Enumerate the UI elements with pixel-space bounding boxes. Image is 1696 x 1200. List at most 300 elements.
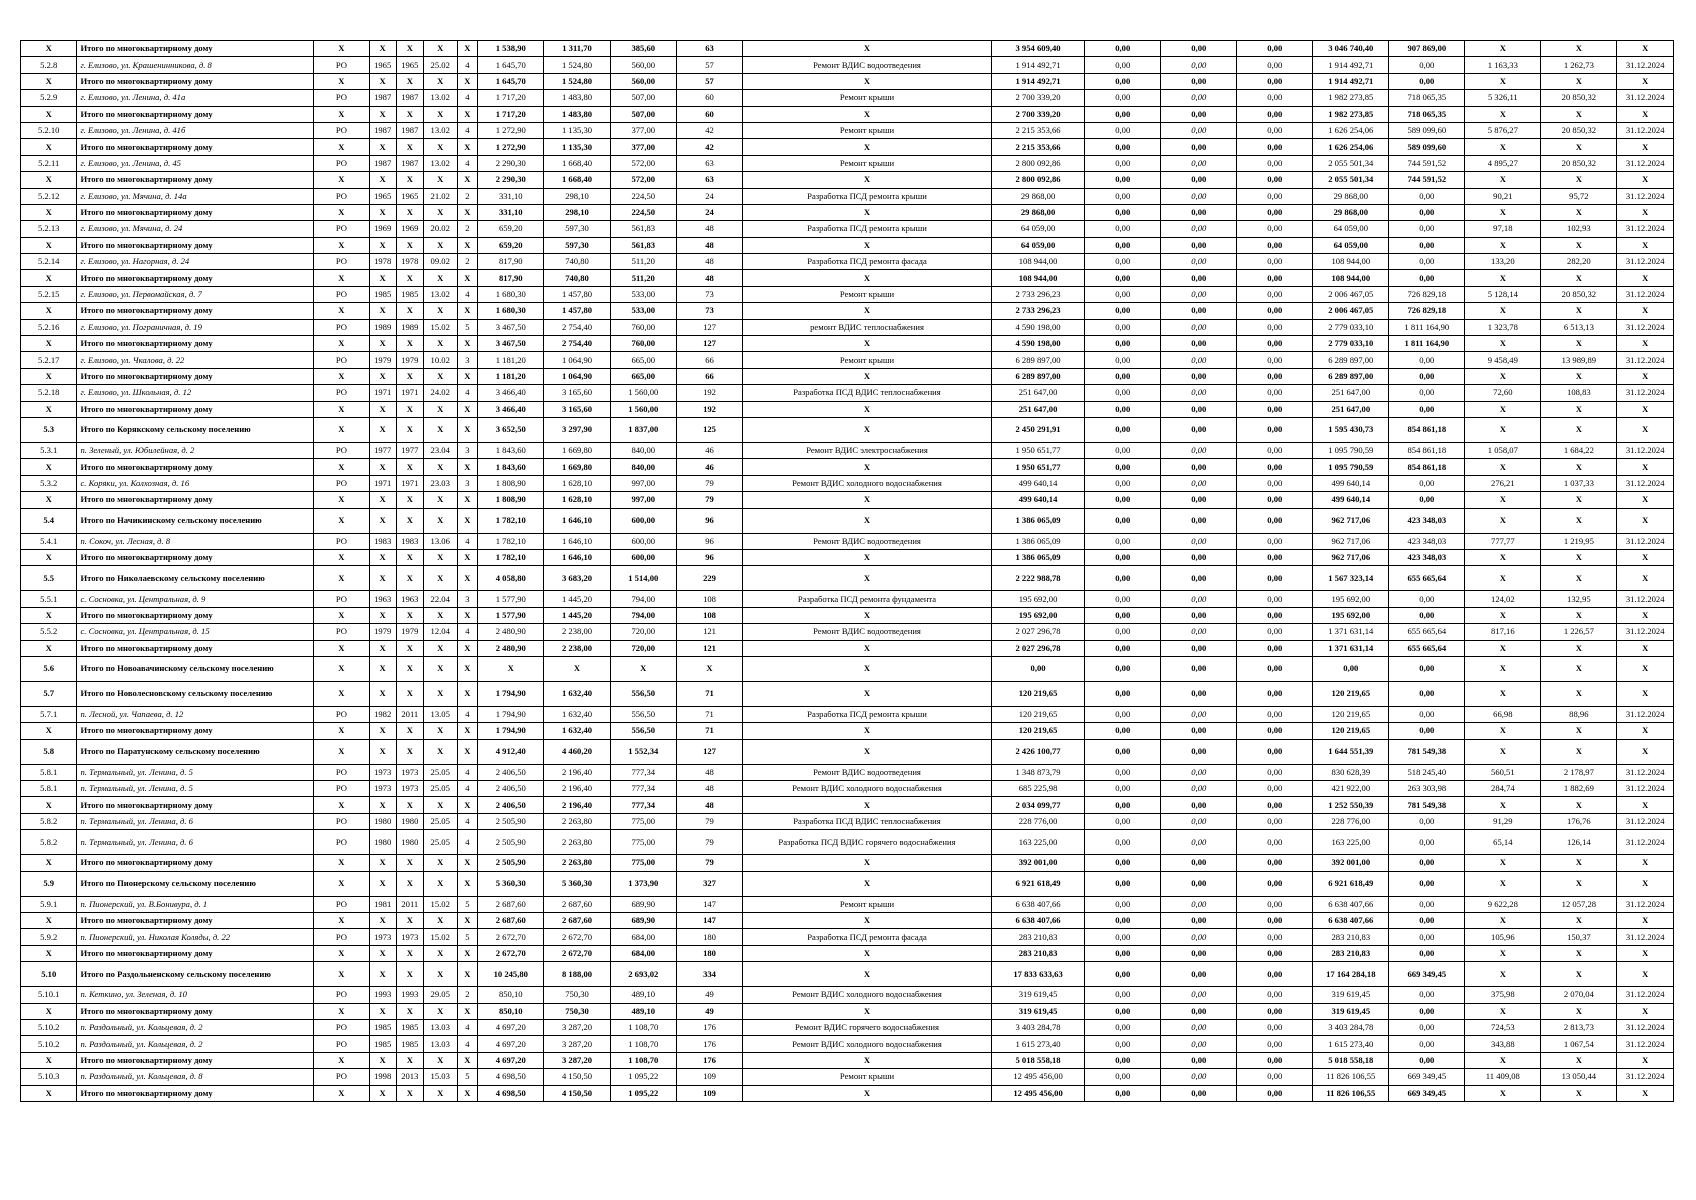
- cell-roof-area: 1 373,90: [610, 871, 676, 896]
- cell-unit-cost: 724,53: [1465, 1019, 1541, 1035]
- cell-unit-cost: 1 058,07: [1465, 442, 1541, 458]
- cell-living-area: 1 632,40: [544, 681, 610, 706]
- cell-roof-area: 572,00: [610, 155, 676, 171]
- cell-owner-funds: 2 779 033,10: [1313, 336, 1389, 352]
- cell-living-area: 1 669,80: [544, 442, 610, 458]
- cell-address-or-total: п. Термальный, ул. Ленина, д. 5: [77, 764, 314, 780]
- cell-living-area: 1 064,90: [544, 368, 610, 384]
- cell-federal-funds: 0,00: [1085, 442, 1161, 458]
- cell-wall-material-code: X: [423, 962, 457, 987]
- cell-roof-area: 1 108,70: [610, 1052, 676, 1068]
- cell-reconstruction-year: X: [396, 855, 423, 871]
- cell-municipal-funds: 0,00: [1237, 723, 1313, 739]
- total-row: [21, 139, 1674, 155]
- cell-address-or-total: Итого по многоквартирному дому: [77, 1052, 314, 1068]
- cell-floors: X: [457, 237, 478, 253]
- cell-living-area: 2 196,40: [544, 781, 610, 797]
- cell-municipal-funds: 0,00: [1237, 122, 1313, 138]
- cell-ownership-type: X: [314, 303, 369, 319]
- cell-municipal-funds: 0,00: [1237, 368, 1313, 384]
- cell-municipal-funds: 0,00: [1237, 797, 1313, 813]
- cell-roof-area: 600,00: [610, 508, 676, 533]
- cell-ownership-type: X: [314, 739, 369, 764]
- cell-federal-funds: 0,00: [1085, 681, 1161, 706]
- cell-address-or-total: Итого по многоквартирному дому: [77, 459, 314, 475]
- cell-deadline: X: [1617, 368, 1674, 384]
- cell-ownership-type: РО: [314, 286, 369, 302]
- cell-regional-funds: 0,00: [1161, 352, 1237, 368]
- cell-deadline: X: [1617, 871, 1674, 896]
- cell-wall-material-code: X: [423, 73, 457, 89]
- cell-floors: X: [457, 549, 478, 565]
- cell-ownership-type: РО: [314, 57, 369, 73]
- cell-reconstruction-year: 2013: [396, 1069, 423, 1085]
- cell-total-cost: 1 386 065,09: [991, 508, 1084, 533]
- cell-regional-funds: 0,00: [1161, 188, 1237, 204]
- total-row: [21, 73, 1674, 89]
- cell-reconstruction-year: 1985: [396, 286, 423, 302]
- cell-reconstruction-year: X: [396, 656, 423, 681]
- cell-address-or-total: Итого по многоквартирному дому: [77, 855, 314, 871]
- cell-owner-funds: 283 210,83: [1313, 945, 1389, 961]
- cell-work-type: X: [743, 368, 992, 384]
- cell-total-area: 4 698,50: [478, 1085, 544, 1101]
- cell-row-number: 5.2.14: [21, 254, 77, 270]
- cell-floors: 3: [457, 442, 478, 458]
- cell-municipal-funds: 0,00: [1237, 73, 1313, 89]
- cell-federal-funds: 0,00: [1085, 987, 1161, 1003]
- cell-fund-funds: 0,00: [1389, 188, 1465, 204]
- cell-fund-funds: 0,00: [1389, 385, 1465, 401]
- cell-regional-funds: 0,00: [1161, 764, 1237, 780]
- cell-row-number: 5.5.1: [21, 591, 77, 607]
- cell-fund-funds: 0,00: [1389, 945, 1465, 961]
- table-row: [21, 781, 1674, 797]
- cell-municipal-funds: 0,00: [1237, 681, 1313, 706]
- cell-owner-funds: 1 595 430,73: [1313, 417, 1389, 442]
- cell-federal-funds: 0,00: [1085, 945, 1161, 961]
- cell-unit-cost: 90,21: [1465, 188, 1541, 204]
- cell-address-or-total: Итого по Начикинскому сельскому поселению: [77, 508, 314, 533]
- cell-roof-area: 507,00: [610, 106, 676, 122]
- cell-federal-funds: 0,00: [1085, 797, 1161, 813]
- cell-owner-funds: 1 914 492,71: [1313, 73, 1389, 89]
- cell-regional-funds: 0,00: [1161, 962, 1237, 987]
- cell-max-unit-cost: X: [1541, 549, 1617, 565]
- cell-owner-funds: 6 289 897,00: [1313, 352, 1389, 368]
- cell-ownership-type: X: [314, 640, 369, 656]
- cell-build-year: X: [369, 607, 396, 623]
- cell-wall-material-code: X: [423, 1052, 457, 1068]
- cell-floors: 4: [457, 122, 478, 138]
- cell-fund-funds: 0,00: [1389, 896, 1465, 912]
- cell-row-number: 5.3.1: [21, 442, 77, 458]
- cell-row-number: 5.2.9: [21, 90, 77, 106]
- cell-federal-funds: 0,00: [1085, 1052, 1161, 1068]
- cell-floors: 4: [457, 533, 478, 549]
- cell-row-number: X: [21, 723, 77, 739]
- cell-deadline: 31.12.2024: [1617, 188, 1674, 204]
- cell-build-year: 1985: [369, 1036, 396, 1052]
- cell-fund-funds: 744 591,52: [1389, 172, 1465, 188]
- cell-municipal-funds: 0,00: [1237, 624, 1313, 640]
- cell-regional-funds: 0,00: [1161, 681, 1237, 706]
- cell-work-type: Разработка ПСД ВДИС горячего водоснабжения: [743, 830, 992, 855]
- cell-build-year: X: [369, 855, 396, 871]
- cell-wall-material-code: X: [423, 913, 457, 929]
- cell-max-unit-cost: 95,72: [1541, 188, 1617, 204]
- cell-floors: X: [457, 566, 478, 591]
- cell-build-year: X: [369, 492, 396, 508]
- cell-owner-funds: 29 868,00: [1313, 188, 1389, 204]
- cell-work-type: Разработка ПСД ВДИС теплоснабжения: [743, 813, 992, 829]
- cell-regional-funds: 0,00: [1161, 286, 1237, 302]
- cell-work-type: X: [743, 640, 992, 656]
- cell-unit-cost: X: [1465, 270, 1541, 286]
- cell-unit-cost: X: [1465, 41, 1541, 57]
- cell-ownership-type: РО: [314, 533, 369, 549]
- cell-total-cost: 319 619,45: [991, 1003, 1084, 1019]
- table-row: [21, 254, 1674, 270]
- cell-row-number: X: [21, 492, 77, 508]
- cell-max-unit-cost: 132,95: [1541, 591, 1617, 607]
- cell-municipal-funds: 0,00: [1237, 640, 1313, 656]
- cell-work-type: X: [743, 336, 992, 352]
- cell-floors: X: [457, 106, 478, 122]
- cell-living-area: 1 483,80: [544, 106, 610, 122]
- cell-max-unit-cost: X: [1541, 1003, 1617, 1019]
- cell-wall-material-code: 21.02: [423, 188, 457, 204]
- cell-build-year: 1981: [369, 896, 396, 912]
- cell-fund-funds: 589 099,60: [1389, 122, 1465, 138]
- cell-address-or-total: г. Елизово, ул. Ленина, д. 41б: [77, 122, 314, 138]
- cell-unit-cost: 343,88: [1465, 1036, 1541, 1052]
- cell-municipal-funds: 0,00: [1237, 656, 1313, 681]
- cell-total-cost: 64 059,00: [991, 237, 1084, 253]
- cell-living-area: 3 297,90: [544, 417, 610, 442]
- cell-work-type: X: [743, 73, 992, 89]
- cell-ownership-type: X: [314, 204, 369, 220]
- cell-max-unit-cost: 1 262,73: [1541, 57, 1617, 73]
- cell-fund-funds: 0,00: [1389, 607, 1465, 623]
- cell-federal-funds: 0,00: [1085, 591, 1161, 607]
- cell-living-area: 1 524,80: [544, 73, 610, 89]
- cell-total-cost: 2 450 291,91: [991, 417, 1084, 442]
- table-row: [21, 385, 1674, 401]
- cell-build-year: X: [369, 106, 396, 122]
- cell-regional-funds: 0,00: [1161, 723, 1237, 739]
- cell-floors: X: [457, 855, 478, 871]
- cell-living-area: 1 669,80: [544, 459, 610, 475]
- cell-deadline: 31.12.2024: [1617, 781, 1674, 797]
- cell-row-number: X: [21, 73, 77, 89]
- cell-unit-cost: 5 876,27: [1465, 122, 1541, 138]
- cell-roof-area: 684,00: [610, 929, 676, 945]
- cell-max-unit-cost: X: [1541, 723, 1617, 739]
- cell-deadline: 31.12.2024: [1617, 591, 1674, 607]
- cell-municipal-funds: 0,00: [1237, 41, 1313, 57]
- cell-row-number: X: [21, 139, 77, 155]
- cell-deadline: 31.12.2024: [1617, 122, 1674, 138]
- cell-regional-funds: 0,00: [1161, 739, 1237, 764]
- cell-wall-material-code: X: [423, 41, 457, 57]
- cell-deadline: 31.12.2024: [1617, 830, 1674, 855]
- cell-roof-area: 775,00: [610, 830, 676, 855]
- cell-municipal-funds: 0,00: [1237, 221, 1313, 237]
- cell-reconstruction-year: X: [396, 681, 423, 706]
- cell-roof-area: 794,00: [610, 591, 676, 607]
- cell-fund-funds: 0,00: [1389, 237, 1465, 253]
- cell-row-number: X: [21, 945, 77, 961]
- cell-municipal-funds: 0,00: [1237, 475, 1313, 491]
- cell-municipal-funds: 0,00: [1237, 139, 1313, 155]
- cell-total-area: 2 406,50: [478, 797, 544, 813]
- cell-row-number: X: [21, 368, 77, 384]
- cell-wall-material-code: X: [423, 139, 457, 155]
- cell-work-type: X: [743, 1003, 992, 1019]
- cell-work-type: X: [743, 1052, 992, 1068]
- cell-roof-area: 377,00: [610, 122, 676, 138]
- cell-ownership-type: X: [314, 270, 369, 286]
- cell-total-area: 1 794,90: [478, 723, 544, 739]
- cell-max-unit-cost: X: [1541, 855, 1617, 871]
- cell-total-cost: 29 868,00: [991, 204, 1084, 220]
- cell-reconstruction-year: 2011: [396, 706, 423, 722]
- cell-federal-funds: 0,00: [1085, 368, 1161, 384]
- cell-build-year: 1965: [369, 57, 396, 73]
- cell-total-area: 1 782,10: [478, 549, 544, 565]
- cell-address-or-total: п. Термальный, ул. Ленина, д. 6: [77, 830, 314, 855]
- cell-residents: 63: [676, 41, 742, 57]
- cell-address-or-total: Итого по многоквартирному дому: [77, 492, 314, 508]
- cell-unit-cost: 72,60: [1465, 385, 1541, 401]
- cell-max-unit-cost: 282,20: [1541, 254, 1617, 270]
- cell-deadline: X: [1617, 681, 1674, 706]
- cell-reconstruction-year: 1978: [396, 254, 423, 270]
- cell-address-or-total: п. Кеткино, ул. Зеленая, д. 10: [77, 987, 314, 1003]
- cell-total-cost: 1 386 065,09: [991, 533, 1084, 549]
- cell-total-cost: 228 776,00: [991, 813, 1084, 829]
- cell-total-area: 2 687,60: [478, 913, 544, 929]
- cell-wall-material-code: X: [423, 106, 457, 122]
- total-row: [21, 508, 1674, 533]
- cell-living-area: 3 683,20: [544, 566, 610, 591]
- cell-total-cost: 29 868,00: [991, 188, 1084, 204]
- cell-total-cost: 1 950 651,77: [991, 442, 1084, 458]
- cell-total-area: 4 697,20: [478, 1052, 544, 1068]
- cell-residents: 73: [676, 303, 742, 319]
- cell-municipal-funds: 0,00: [1237, 830, 1313, 855]
- cell-unit-cost: 9 622,28: [1465, 896, 1541, 912]
- total-row: [21, 549, 1674, 565]
- cell-owner-funds: 319 619,45: [1313, 987, 1389, 1003]
- cell-municipal-funds: 0,00: [1237, 336, 1313, 352]
- cell-ownership-type: РО: [314, 188, 369, 204]
- cell-living-area: 2 672,70: [544, 945, 610, 961]
- cell-wall-material-code: X: [423, 508, 457, 533]
- cell-municipal-funds: 0,00: [1237, 781, 1313, 797]
- cell-living-area: 2 263,80: [544, 855, 610, 871]
- cell-build-year: X: [369, 508, 396, 533]
- cell-build-year: 1998: [369, 1069, 396, 1085]
- cell-municipal-funds: 0,00: [1237, 739, 1313, 764]
- cell-regional-funds: 0,00: [1161, 1052, 1237, 1068]
- cell-address-or-total: Итого по многоквартирному дому: [77, 172, 314, 188]
- total-row: [21, 106, 1674, 122]
- cell-build-year: 1978: [369, 254, 396, 270]
- cell-work-type: X: [743, 417, 992, 442]
- cell-max-unit-cost: X: [1541, 139, 1617, 155]
- cell-address-or-total: Итого по многоквартирному дому: [77, 106, 314, 122]
- cell-federal-funds: 0,00: [1085, 270, 1161, 286]
- cell-ownership-type: РО: [314, 221, 369, 237]
- cell-build-year: X: [369, 913, 396, 929]
- cell-wall-material-code: 20.02: [423, 221, 457, 237]
- cell-total-area: 4 697,20: [478, 1036, 544, 1052]
- cell-fund-funds: 0,00: [1389, 204, 1465, 220]
- cell-residents: 79: [676, 475, 742, 491]
- cell-unit-cost: 5 326,11: [1465, 90, 1541, 106]
- cell-address-or-total: с. Коряки, ул. Колхозная, д. 16: [77, 475, 314, 491]
- cell-owner-funds: 962 717,06: [1313, 533, 1389, 549]
- cell-reconstruction-year: 1989: [396, 319, 423, 335]
- cell-residents: 48: [676, 254, 742, 270]
- cell-unit-cost: X: [1465, 1085, 1541, 1101]
- cell-deadline: 31.12.2024: [1617, 90, 1674, 106]
- cell-fund-funds: 781 549,38: [1389, 797, 1465, 813]
- cell-floors: X: [457, 962, 478, 987]
- cell-row-number: X: [21, 237, 77, 253]
- cell-wall-material-code: X: [423, 303, 457, 319]
- cell-row-number: X: [21, 401, 77, 417]
- cell-work-type: X: [743, 401, 992, 417]
- cell-floors: X: [457, 739, 478, 764]
- total-row: [21, 1052, 1674, 1068]
- cell-federal-funds: 0,00: [1085, 1085, 1161, 1101]
- cell-max-unit-cost: 88,96: [1541, 706, 1617, 722]
- table-row: [21, 1036, 1674, 1052]
- cell-deadline: 31.12.2024: [1617, 764, 1674, 780]
- cell-build-year: 1963: [369, 591, 396, 607]
- cell-total-area: 2 406,50: [478, 764, 544, 780]
- cell-total-area: 4 697,20: [478, 1019, 544, 1035]
- cell-row-number: X: [21, 855, 77, 871]
- cell-build-year: 1979: [369, 352, 396, 368]
- cell-fund-funds: 0,00: [1389, 871, 1465, 896]
- cell-municipal-funds: 0,00: [1237, 706, 1313, 722]
- cell-roof-area: 2 693,02: [610, 962, 676, 987]
- cell-total-area: 1 645,70: [478, 73, 544, 89]
- cell-max-unit-cost: X: [1541, 566, 1617, 591]
- cell-total-cost: 2 733 296,23: [991, 286, 1084, 302]
- cell-federal-funds: 0,00: [1085, 533, 1161, 549]
- cell-owner-funds: 830 628,39: [1313, 764, 1389, 780]
- cell-floors: 2: [457, 221, 478, 237]
- cell-max-unit-cost: 20 850,32: [1541, 90, 1617, 106]
- cell-deadline: X: [1617, 739, 1674, 764]
- cell-row-number: 5.9.1: [21, 896, 77, 912]
- cell-fund-funds: 0,00: [1389, 270, 1465, 286]
- cell-floors: X: [457, 270, 478, 286]
- cell-total-cost: 163 225,00: [991, 830, 1084, 855]
- cell-municipal-funds: 0,00: [1237, 962, 1313, 987]
- cell-fund-funds: 669 349,45: [1389, 1085, 1465, 1101]
- cell-reconstruction-year: 1987: [396, 122, 423, 138]
- cell-municipal-funds: 0,00: [1237, 896, 1313, 912]
- cell-unit-cost: X: [1465, 1003, 1541, 1019]
- cell-total-cost: 685 225,98: [991, 781, 1084, 797]
- cell-unit-cost: X: [1465, 401, 1541, 417]
- cell-residents: 48: [676, 221, 742, 237]
- cell-address-or-total: Итого по Корякскому сельскому поселению: [77, 417, 314, 442]
- total-row: [21, 401, 1674, 417]
- cell-living-area: 2 754,40: [544, 336, 610, 352]
- cell-reconstruction-year: 1979: [396, 352, 423, 368]
- cell-max-unit-cost: 13 050,44: [1541, 1069, 1617, 1085]
- cell-row-number: 5.2.12: [21, 188, 77, 204]
- cell-total-area: 3 466,40: [478, 401, 544, 417]
- cell-federal-funds: 0,00: [1085, 41, 1161, 57]
- cell-municipal-funds: 0,00: [1237, 204, 1313, 220]
- cell-federal-funds: 0,00: [1085, 237, 1161, 253]
- total-row: [21, 270, 1674, 286]
- cell-owner-funds: 2 006 467,05: [1313, 286, 1389, 302]
- cell-reconstruction-year: X: [396, 492, 423, 508]
- cell-fund-funds: 781 549,38: [1389, 739, 1465, 764]
- cell-reconstruction-year: X: [396, 640, 423, 656]
- table-row: [21, 155, 1674, 171]
- cell-federal-funds: 0,00: [1085, 459, 1161, 475]
- cell-total-area: 2 290,30: [478, 155, 544, 171]
- cell-residents: 48: [676, 237, 742, 253]
- cell-ownership-type: РО: [314, 830, 369, 855]
- cell-unit-cost: 777,77: [1465, 533, 1541, 549]
- cell-residents: 192: [676, 401, 742, 417]
- cell-address-or-total: г. Елизово, ул. Крашенинникова, д. 8: [77, 57, 314, 73]
- cell-work-type: X: [743, 913, 992, 929]
- cell-wall-material-code: 10.02: [423, 352, 457, 368]
- cell-build-year: X: [369, 204, 396, 220]
- cell-regional-funds: 0,00: [1161, 221, 1237, 237]
- cell-deadline: 31.12.2024: [1617, 352, 1674, 368]
- cell-build-year: 1980: [369, 830, 396, 855]
- cell-row-number: X: [21, 303, 77, 319]
- cell-total-area: 2 672,70: [478, 929, 544, 945]
- cell-total-cost: 392 001,00: [991, 855, 1084, 871]
- cell-fund-funds: 0,00: [1389, 813, 1465, 829]
- cell-deadline: X: [1617, 204, 1674, 220]
- cell-ownership-type: X: [314, 139, 369, 155]
- cell-address-or-total: г. Елизово, ул. Чкалова, д. 22: [77, 352, 314, 368]
- cell-build-year: 1965: [369, 188, 396, 204]
- cell-deadline: X: [1617, 640, 1674, 656]
- cell-roof-area: 556,50: [610, 706, 676, 722]
- cell-regional-funds: 0,00: [1161, 270, 1237, 286]
- cell-reconstruction-year: X: [396, 1052, 423, 1068]
- cell-reconstruction-year: X: [396, 204, 423, 220]
- cell-work-type: X: [743, 139, 992, 155]
- cell-wall-material-code: 15.02: [423, 896, 457, 912]
- cell-total-area: 2 687,60: [478, 896, 544, 912]
- cell-fund-funds: 0,00: [1389, 254, 1465, 270]
- cell-build-year: X: [369, 237, 396, 253]
- cell-row-number: 5.3: [21, 417, 77, 442]
- cell-unit-cost: X: [1465, 962, 1541, 987]
- cell-ownership-type: РО: [314, 929, 369, 945]
- cell-deadline: X: [1617, 303, 1674, 319]
- cell-total-area: 1 808,90: [478, 492, 544, 508]
- cell-regional-funds: 0,00: [1161, 442, 1237, 458]
